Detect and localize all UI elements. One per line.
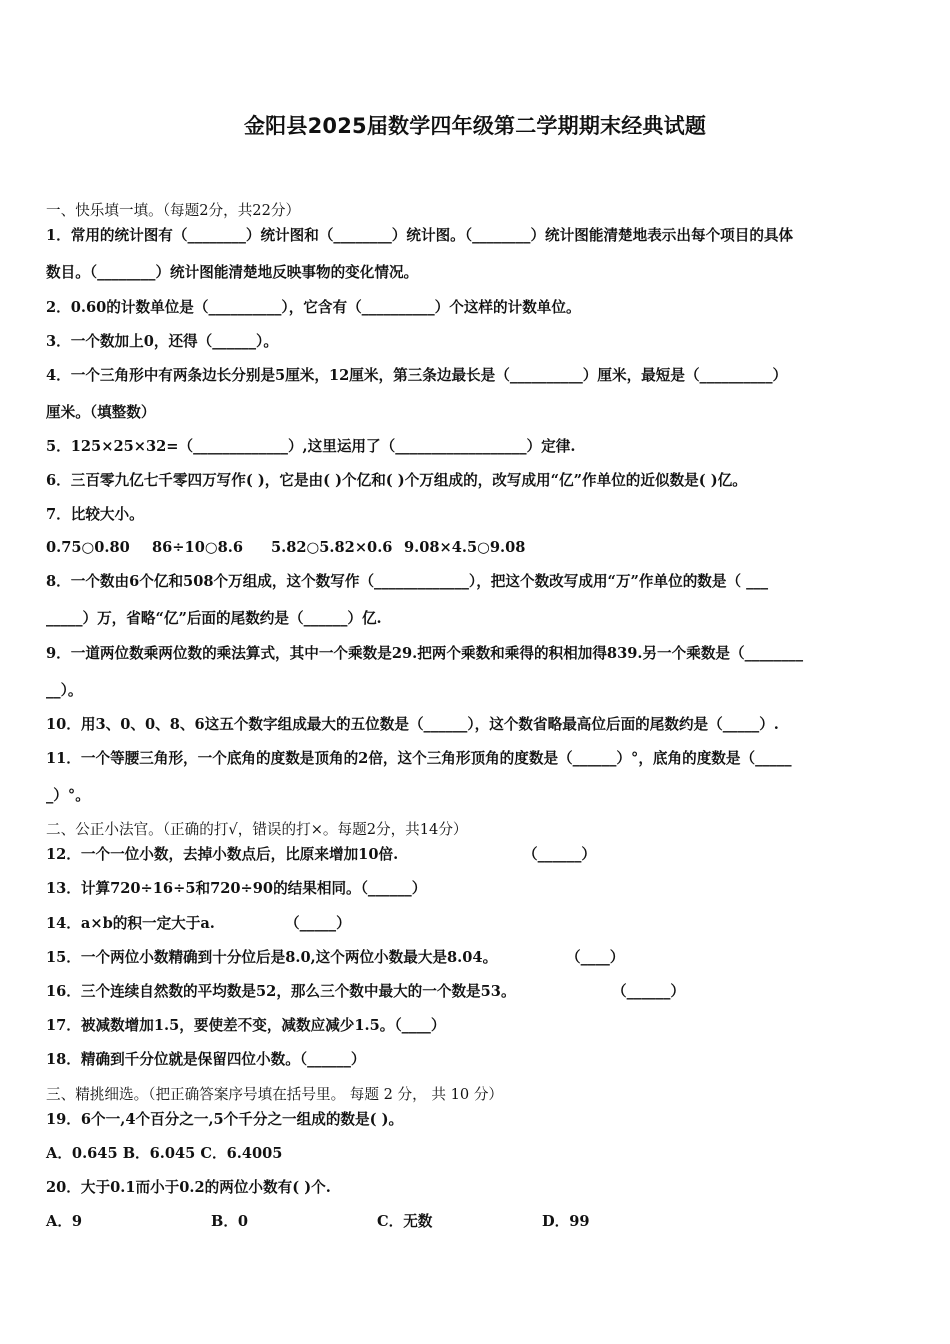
question-13: 13．计算720÷16÷5和720÷90的结果相同。（______） bbox=[46, 880, 427, 897]
question-7: 7．比较大小。 bbox=[46, 506, 144, 523]
question-20-option-d: D．99 bbox=[542, 1213, 590, 1230]
section-3-heading: 三、精挑细选。（把正确答案序号填在括号里。 每题 2 分， 共 10 分） bbox=[46, 1086, 504, 1103]
compare-item-4: 9.08×4.5○9.08 bbox=[404, 539, 526, 556]
compare-item-2: 86÷10○8.6 bbox=[152, 539, 243, 556]
question-20-option-b: B．0 bbox=[211, 1213, 249, 1230]
question-1-line-2: 数目。（________）统计图能清楚地反映事物的变化情况。 bbox=[46, 264, 419, 281]
question-5: 5．125×25×32=（_____________）,这里运用了（__________________）定律. bbox=[46, 438, 576, 455]
question-12-answer-blank: （______） bbox=[523, 846, 596, 863]
question-4-line-1: 4．一个三角形中有两条边长分别是5厘米，12厘米，第三条边最长是（__________）厘米，最短是（__________） bbox=[46, 367, 788, 384]
question-6: 6．三百零九亿七千零四万写作( )，它是由( )个亿和( )个万组成的，改写成用“亿”作单位的近似数是( )亿。 bbox=[46, 472, 747, 489]
question-8-line-2: _____）万，省略“亿”后面的尾数约是（______）亿. bbox=[46, 610, 382, 627]
question-3: 3．一个数加上0，还得（______）。 bbox=[46, 333, 278, 350]
question-9-line-1: 9．一道两位数乘两位数的乘法算式，其中一个乘数是29.把两个乘数和乘得的积相加得839.另一个乘数是（________ bbox=[46, 645, 803, 662]
question-12: 12．一个一位小数，去掉小数点后，比原来增加10倍. bbox=[46, 846, 399, 863]
question-20: 20．大于0.1而小于0.2的两位小数有( )个. bbox=[46, 1179, 331, 1196]
question-16: 16．三个连续自然数的平均数是52，那么三个数中最大的一个数是53。 bbox=[46, 983, 516, 1000]
question-11-line-2: _）°。 bbox=[46, 787, 90, 804]
question-10: 10．用3、0、0、8、6这五个数字组成最大的五位数是（______），这个数省略最高位后面的尾数约是（_____）. bbox=[46, 716, 779, 733]
page-title: 金阳县2025届数学四年级第二学期期末经典试题 bbox=[243, 114, 707, 138]
question-14: 14．a×b的积一定大于a. bbox=[46, 915, 215, 932]
question-9-line-2: __）。 bbox=[46, 682, 83, 699]
question-20-option-c: C．无数 bbox=[377, 1213, 433, 1230]
compare-item-3: 5.82○5.82×0.6 bbox=[271, 539, 393, 556]
question-18: 18．精确到千分位就是保留四位小数。（______） bbox=[46, 1051, 366, 1068]
question-2: 2．0.60的计数单位是（__________），它含有（__________）个这样的计数单位。 bbox=[46, 299, 581, 316]
question-8-line-1: 8．一个数由6个亿和508个万组成，这个数写作（_____________），把这个数改写成用“万”作单位的数是（ ___ bbox=[46, 573, 769, 590]
section-1-heading: 一、快乐填一填。（每题2分，共22分） bbox=[46, 202, 301, 219]
question-16-answer-blank: （______） bbox=[612, 983, 685, 1000]
question-15-answer-blank: （____） bbox=[566, 949, 625, 966]
question-19-options: A．0.645 B．6.045 C．6.4005 bbox=[46, 1145, 283, 1162]
question-14-answer-blank: （_____） bbox=[285, 915, 351, 932]
compare-item-1: 0.75○0.80 bbox=[46, 539, 130, 556]
question-4-line-2: 厘米。（填整数） bbox=[46, 404, 156, 421]
question-1-line-1: 1．常用的统计图有（________）统计图和（________）统计图。（________）统计图能清楚地表示出每个项目的具体 bbox=[46, 227, 794, 244]
question-20-option-a: A．9 bbox=[46, 1213, 83, 1230]
question-19: 19．6个一,4个百分之一,5个千分之一组成的数是( )。 bbox=[46, 1111, 404, 1128]
question-11-line-1: 11．一个等腰三角形，一个底角的度数是顶角的2倍，这个三角形顶角的度数是（______）°，底角的度数是（_____ bbox=[46, 750, 792, 767]
question-17: 17．被减数增加1.5，要使差不变，减数应减少1.5。（____） bbox=[46, 1017, 446, 1034]
section-2-heading: 二、公正小法官。（正确的打√，错误的打×。每题2分，共14分） bbox=[46, 821, 468, 838]
question-15: 15．一个两位小数精确到十分位后是8.0,这个两位小数最大是8.04。 bbox=[46, 949, 498, 966]
